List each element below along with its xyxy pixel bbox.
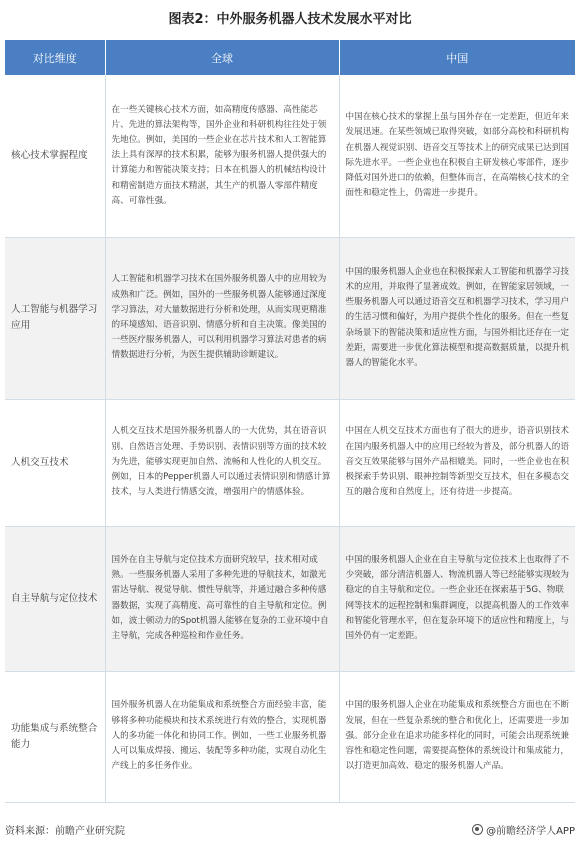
row-dimension: 人工智能与机器学习应用 [5, 237, 105, 399]
row-dimension: 人机交互技术 [5, 399, 105, 526]
footer [5, 817, 575, 841]
row-china: 中国的服务机器人企业也在积极探索人工智能和机器学习技术的应用，并取得了显著成效。例如，在智能家居领域，一些服务机器人可以通过语音交互和机器学习技术，学习用户的生活习惯和偏好，为用户提供个性化的服务。但在一些复杂场景下的智能决策和适应性方面，与国外相比还存在一定差距，需要进一步优化算法模型和提高数据质量，以提升机器人的智能化水平。 [339, 237, 575, 399]
table-row [5, 671, 575, 802]
header-dimension: 对比维度 [5, 40, 105, 75]
row-china: 中国的服务机器人企业在自主导航与定位技术上也取得了不少突破，部分清洁机器人、物流机器人等已经能够实现较为稳定的自主导航和定位。一些企业还在探索基于5G、物联网等技术的远程控制和集群调度，以提高机器人的工作效率和智能化管理水平，但在复杂环境下的适应性和精度上，与国外仍有一定差距。 [339, 526, 575, 671]
table-row [5, 75, 575, 237]
header-china: 中国 [339, 40, 575, 75]
table-row [5, 526, 575, 671]
table-row [5, 399, 575, 526]
row-china: 中国在核心技术的掌握上虽与国外存在一定差距，但近年来发展迅速。在某些领域已取得突破，如部分高校和科研机构在机器人视觉识别、语音交互等技术上的研究成果已达到国际先进水平。一些企业也在积极自主研发核心零部件，逐步降低对国外进口的依赖，但整体而言，在高端核心技术的全面性和稳定性上，仍需进一步提升。 [339, 75, 575, 237]
chart-title: 图表2：中外服务机器人技术发展水平对比 [168, 12, 412, 27]
brand-logo-icon [472, 824, 483, 835]
brand-label: @前瞻经济学人APP [486, 825, 575, 837]
row-china: 中国的服务机器人企业在功能集成和系统整合方面也在不断发展，但在一些复杂系统的整合和优化上，还需要进一步加强。部分企业在追求功能多样化的同时，可能会出现系统兼容性和稳定性问题，需要提高整体的系统设计和集成能力，以打造更加高效、稳定的服务机器人产品。 [339, 671, 575, 802]
header-global: 全球 [105, 40, 339, 75]
table-header-row [5, 40, 575, 75]
row-dimension: 核心技术掌握程度 [5, 75, 105, 237]
row-global: 在一些关键核心技术方面，如高精度传感器、高性能芯片、先进的算法架构等，国外企业和科研机构往往处于领先地位。例如，美国的一些企业在芯片技术和人工智能算法上具有深厚的技术积累，能够为服务机器人提供强大的计算能力和智能决策支持；日本在机器人的机械结构设计和精密制造方面技术精湛，其生产的机器人零部件精度高、可靠性强。 [105, 75, 339, 237]
row-global: 国外服务机器人在功能集成和系统整合方面经验丰富，能够将多种功能模块和技术系统进行有效的整合，实现机器人的多功能一体化和协同工作。例如，一些工业服务机器人可以集成焊接、搬运、装配等多种功能，实现自动化生产线上的多任务作业。 [105, 671, 339, 802]
source-note: 资料来源：前瞻产业研究院 [5, 825, 125, 837]
comparison-table [5, 40, 575, 803]
row-global: 国外在自主导航与定位技术方面研究较早，技术相对成熟。一些服务机器人采用了多种先进的导航技术，如激光雷达导航、视觉导航、惯性导航等，并通过融合多种传感器数据，实现了高精度、高可靠性的自主导航和定位。例如，波士顿动力的Spot机器人能够在复杂的工业环境中自主导航，完成各种巡检和作业任务。 [105, 526, 339, 671]
row-dimension: 自主导航与定位技术 [5, 526, 105, 671]
row-china: 中国在人机交互技术方面也有了很大的进步，语音识别技术在国内服务机器人中的应用已经较为普及，部分机器人的语音交互效果能够与国外产品相媲美。同时，一些企业也在积极探索手势识别、眼神控制等新型交互技术，但在多模态交互的融合度和自然度上，还有待进一步提高。 [339, 399, 575, 526]
row-global: 人机交互技术是国外服务机器人的一大优势，其在语音识别、自然语言处理、手势识别、表情识别等方面的技术较为先进，能够实现更加自然、流畅和人性化的人机交互。例如，日本的Pepper机器人可以通过表情识别和情感计算技术，与人类进行情感交流，增强用户的情感体验。 [105, 399, 339, 526]
brand-credit [472, 822, 575, 837]
row-dimension: 功能集成与系统整合能力 [5, 671, 105, 802]
table-row [5, 237, 575, 399]
row-global: 人工智能和机器学习技术在国外服务机器人中的应用较为成熟和广泛。例如，国外的一些服务机器人能够通过深度学习算法，对大量数据进行分析和处理，从而实现更精准的环境感知、语音识别、情感分析和自主决策。像美国的一些医疗服务机器人，可以利用机器学习算法对患者的病情数据进行分析，为医生提供辅助诊断建议。 [105, 237, 339, 399]
